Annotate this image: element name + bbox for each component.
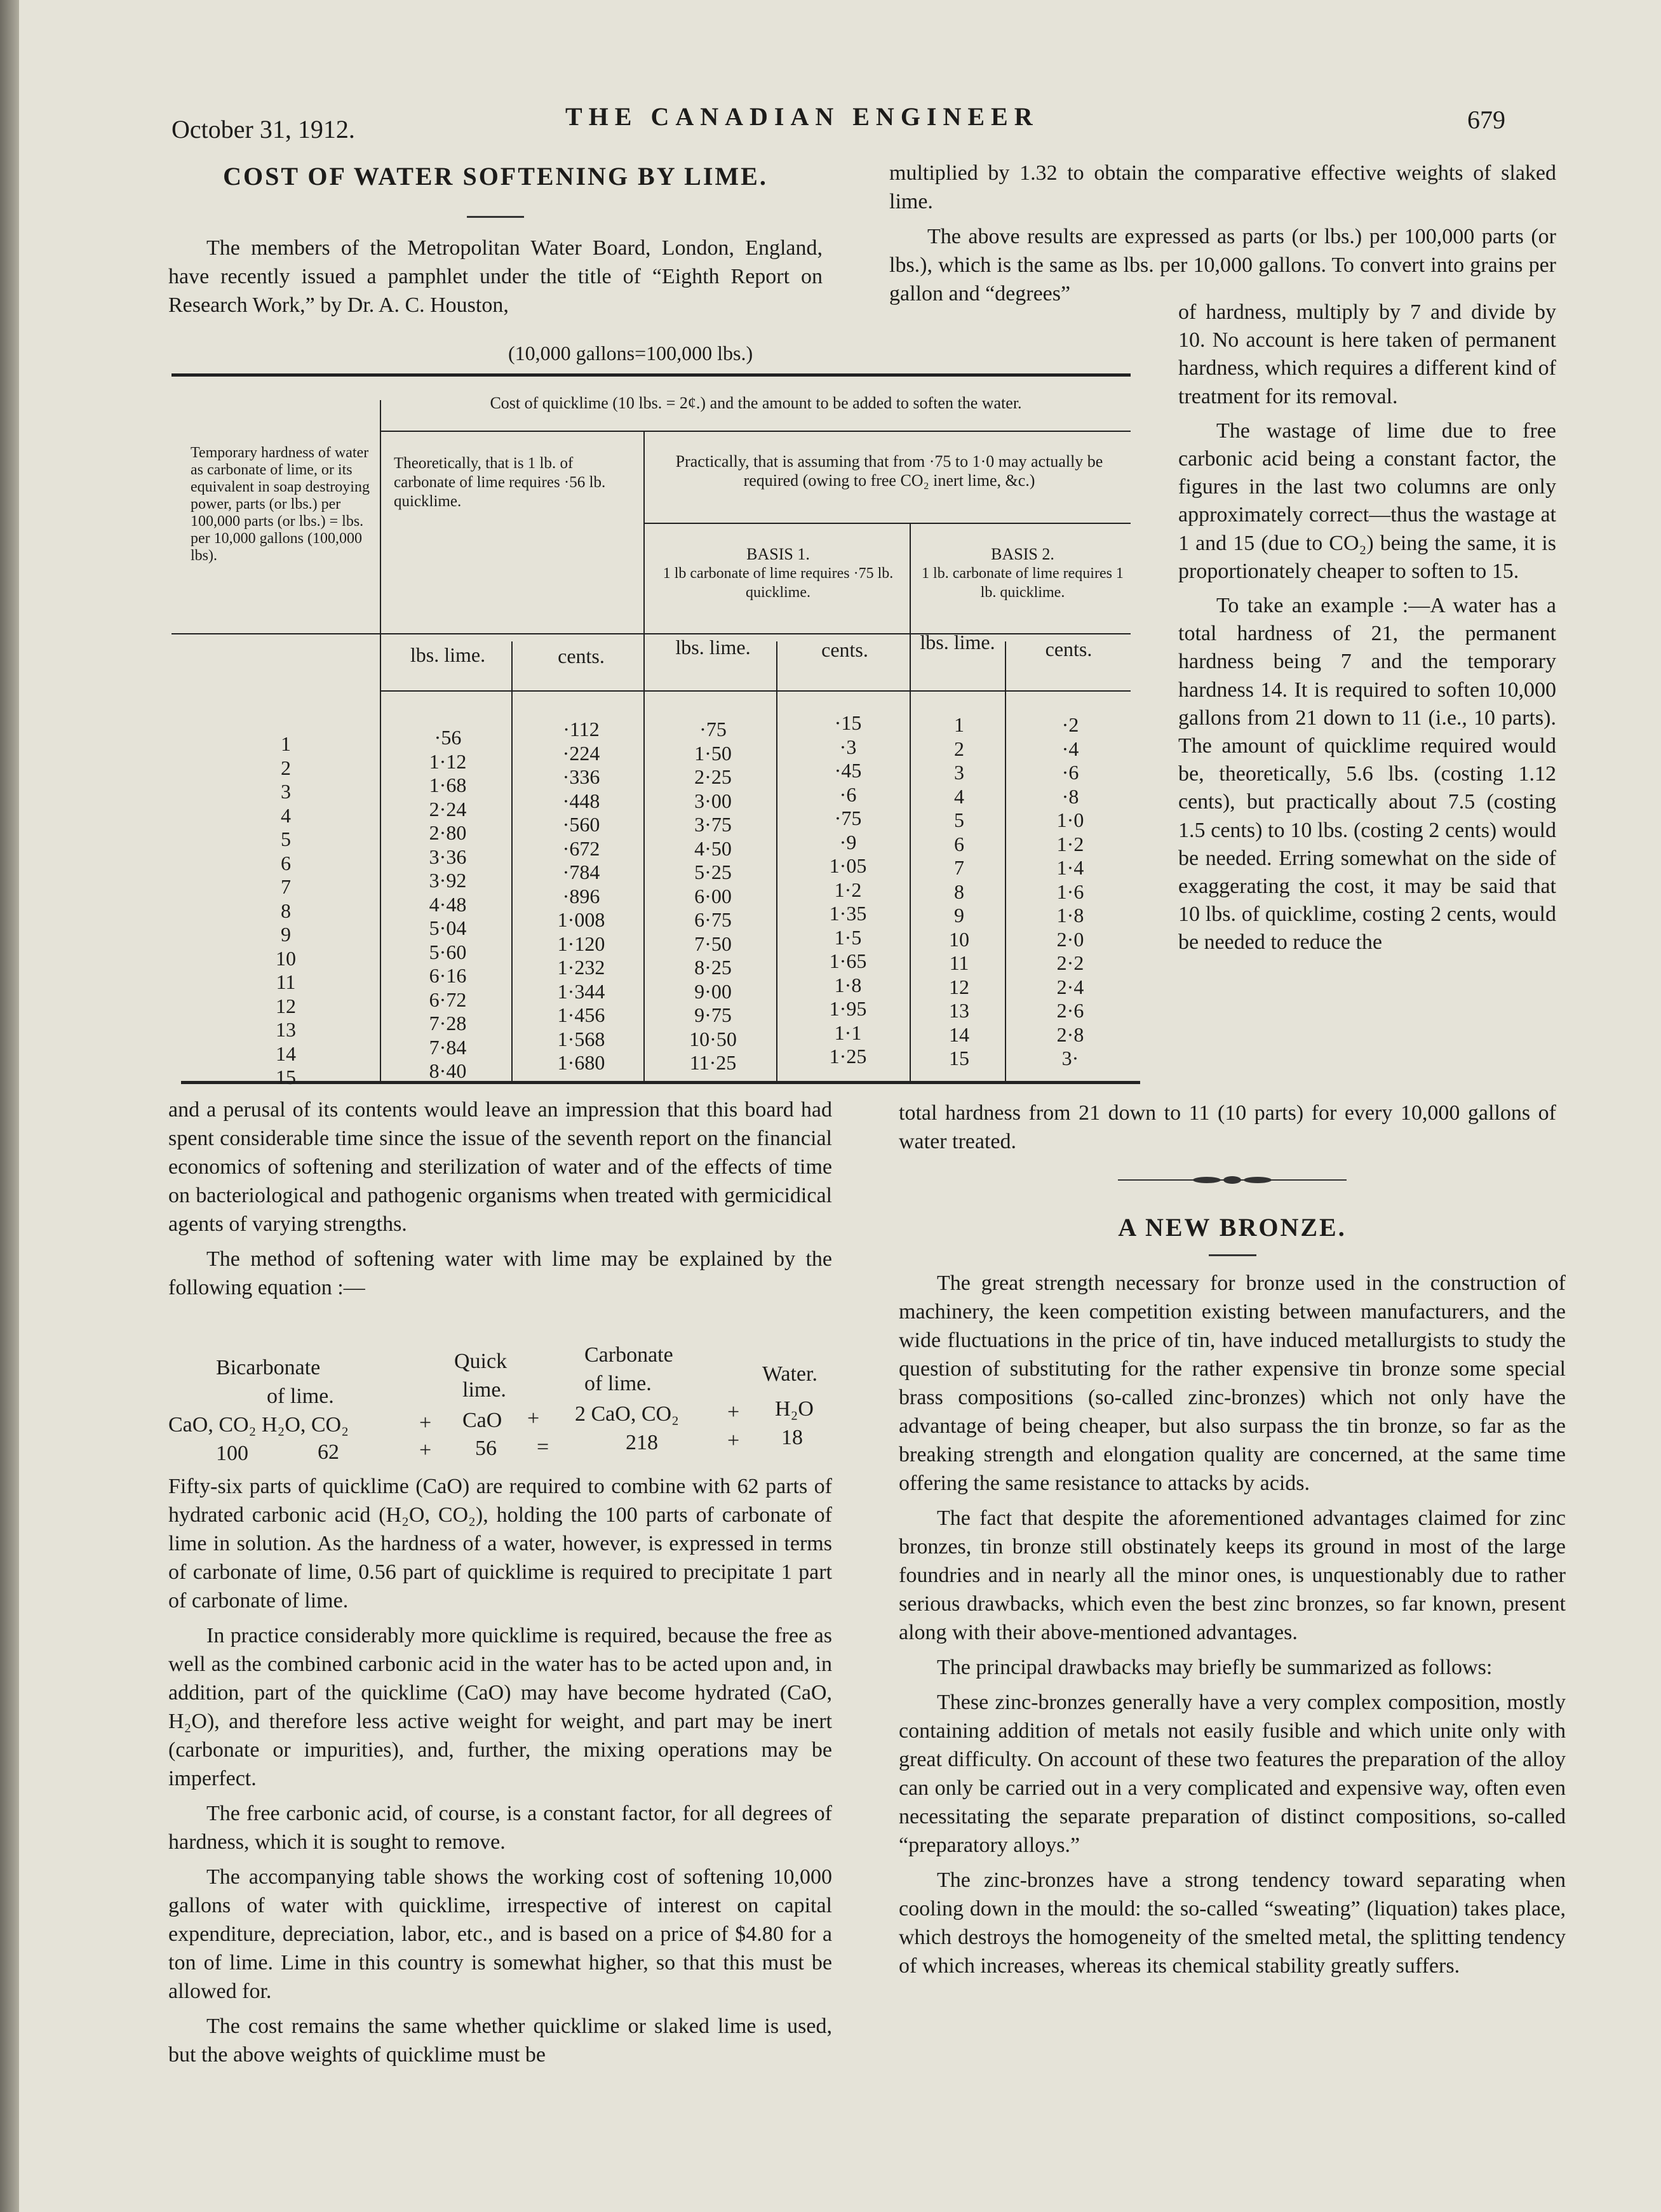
basis2-lbs-value: 10	[949, 927, 969, 951]
eq-head-carbonate-b: of lime.	[584, 1372, 652, 1395]
eq-term-bicarbonate: CaO, CO₂ H₂O, CO₂	[168, 1413, 349, 1437]
basis1-lbs-value: 10·50	[689, 1027, 737, 1050]
table-vline-5	[910, 524, 911, 1081]
basis1-lbs-value: 3·00	[694, 789, 732, 812]
right-column-tail	[899, 1099, 1556, 1162]
left-column-lower	[168, 1472, 832, 2075]
eq-num-18: 18	[781, 1426, 803, 1449]
basis2-lbs-value: 1	[954, 713, 964, 736]
basis2-lbs-value: 7	[954, 856, 964, 879]
column-basis1-cents	[800, 711, 896, 1069]
paragraph-cost-same: The cost remains the same whether quicklime or slaked lime is used, but the above weights of quicklime must be	[168, 2014, 832, 2067]
basis1-cents-value: 1·5	[834, 925, 862, 949]
eq-term-quicklime: CaO	[462, 1409, 502, 1432]
basis2-lbs-value: 2	[954, 737, 964, 760]
basis2-cents-value: 2·8	[1056, 1022, 1084, 1046]
theory-lbs-value: 3·36	[429, 845, 467, 868]
eq-head-quick: Quick	[454, 1350, 508, 1373]
theory-cents-value: ·224	[562, 741, 600, 765]
basis2-cents-value: 1·4	[1056, 856, 1084, 879]
paragraph-method: The method of softening water with lime may be explained by the following equation :—	[168, 1247, 832, 1299]
hardness-value: 7	[281, 875, 291, 898]
page-number: 679	[1467, 105, 1505, 134]
bronze-paragraph-3: The principal drawbacks may briefly be summarized as follows:	[937, 1656, 1493, 1679]
paragraph-fifty-six: Fifty-six parts of quicklime (CaO) are required to combine with 62 parts of hydrated carbonic acid (H₂O, CO₂), holding the 100 parts of carbonate of lime in solution. As the hardness of a water, however, is expressed in terms of carbonate of lime, 0.56 part of quicklime is required to precipitate 1 part of carbonate of lime.	[168, 1475, 832, 1612]
paragraph-free-carbonic: The free carbonic acid, of course, is a constant factor, for all degrees of hardness, which it is sought to remove.	[168, 1802, 832, 1854]
basis1-cents-value: 1·65	[829, 949, 867, 972]
eq-plus-2: +	[527, 1407, 540, 1430]
table-practical-header: Practically, that is assuming that from ·75 to 1·0 may actually be required (owing to free CO₂ inert lime, &c.)	[675, 452, 1103, 490]
theory-cents-value: ·672	[562, 836, 600, 860]
paragraph-results: The above results are expressed as parts (or lbs.) per 100,000 parts (or lbs.), which is the same as lbs. per 10,000 gallons. To convert into grains per gallon and “degrees”	[889, 225, 1556, 305]
hardness-value: 12	[276, 994, 296, 1017]
eq-num-56: 56	[475, 1437, 497, 1460]
column-theory-lbs	[407, 726, 489, 1083]
column-basis2-cents	[1029, 713, 1112, 1071]
table-row-header: Temporary hardness of water as carbonate of lime, or its equivalent in soap destroying power, parts (or lbs.) per 100,000 parts (or lbs.) = lbs. per 10,000 gallons (100,000 lbs).	[191, 445, 370, 564]
intro-paragraph: The members of the Metropolitan Water Board, London, England, have recently issued a pamphlet under the title of “Eighth Report on Research Work,” by Dr. A. C. Houston,	[168, 236, 823, 317]
eq-num-100: 100	[216, 1442, 248, 1465]
theory-cents-value: 1·120	[557, 932, 605, 955]
paragraph-total-hardness: total hardness from 21 down to 11 (10 parts) for every 10,000 gallons of water treated.	[899, 1101, 1556, 1153]
table-vline-3	[643, 432, 645, 1081]
col-head-basis1-lbs: lbs. lime.	[675, 636, 751, 659]
basis1-lbs-value: 3·75	[694, 813, 732, 836]
theory-lbs-value: 3·92	[429, 869, 467, 892]
theory-cents-value: 1·008	[557, 908, 605, 931]
basis2-cents-value: 3·	[1061, 1047, 1079, 1069]
theory-cents-value: 1·232	[557, 956, 605, 979]
paragraph-perusal: and a perusal of its contents would leave an impression that this board had spent considerable time since the issue of the seventh report on the financial economics of softening and sterilization of water and of the effects of time on bacteriological and pathogenic organisms when treated with germicidical agents of varying strengths.	[168, 1098, 832, 1236]
table-basis2-label: BASIS 2.	[991, 545, 1054, 563]
basis2-lbs-value: 14	[949, 1022, 969, 1046]
basis1-lbs-value: 6·00	[694, 884, 732, 908]
table-rule-colhead	[381, 690, 1131, 692]
col-head-theory-cents: cents.	[558, 645, 605, 667]
table-top-rule	[171, 373, 1131, 377]
basis2-cents-value: 2·6	[1056, 999, 1084, 1022]
table-basis1-text: 1 lb carbonate of lime requires ·75 lb. quicklime.	[662, 565, 894, 601]
paragraph-multiplied: multiplied by 1.32 to obtain the comparative effective weights of slaked lime.	[889, 161, 1556, 213]
basis1-cents-value: 1·25	[829, 1045, 867, 1068]
basis2-cents-value: ·4	[1061, 737, 1079, 760]
theory-cents-value: 1·456	[557, 1003, 605, 1026]
hardness-value: 9	[281, 923, 291, 946]
hardness-value: 10	[276, 946, 296, 970]
hardness-value: 5	[281, 828, 291, 850]
theory-lbs-value: 6·16	[429, 964, 467, 987]
eq-num-218: 218	[626, 1431, 658, 1454]
article-cost-header	[168, 162, 823, 326]
theory-lbs-value: 8·40	[429, 1059, 467, 1082]
right-column-top	[889, 159, 1556, 314]
eq-head-bicarbonate: Bicarbonate	[216, 1356, 321, 1379]
theory-cents-value: 1·344	[557, 979, 605, 1003]
basis2-cents-value: 1·8	[1056, 904, 1084, 927]
table-vline-6	[1005, 641, 1006, 1081]
basis1-cents-value: ·45	[834, 759, 862, 782]
eq-num-62: 62	[318, 1440, 339, 1464]
hardness-value: 3	[281, 780, 291, 803]
hardness-value: 1	[281, 732, 291, 755]
table-basis1-label: BASIS 1.	[746, 545, 810, 563]
basis1-lbs-value: 6·75	[694, 908, 732, 931]
column-basis2-lbs	[927, 713, 991, 1071]
eq-term-carbonate: 2 CaO, CO₂	[575, 1402, 679, 1426]
paragraph-practice: In practice considerably more quicklime is required, because the free as well as the combined carbonic acid in the water has to be acted upon and, in addition, part of the quicklime (CaO) may have become hydrated (CaO, H₂O), and therefore less active weight for weight, and part may be inert (carbonate or impurities), and, further, the mixing operations may be imperfect.	[168, 1624, 832, 1790]
theory-lbs-value: 4·48	[429, 892, 467, 916]
column-basis1-lbs	[661, 718, 765, 1075]
basis1-lbs-value: ·75	[699, 718, 727, 741]
eq-plus-4: +	[419, 1438, 432, 1462]
column-hardness	[260, 732, 311, 1090]
bronze-paragraph-4: These zinc-bronzes generally have a very complex composition, mostly containing addition of metals not easily fusible and which unite only with great difficulty. On account of these two features the preparation of the alloy can only be carried out in a very complicated and expensive way, often even necessitating the separate preparation of distinct compositions, so-called “preparatory alloys.”	[899, 1691, 1566, 1857]
theory-lbs-value: 2·24	[429, 797, 467, 821]
basis1-lbs-value: 7·50	[694, 932, 732, 955]
theory-lbs-value: 7·28	[429, 1012, 467, 1035]
table-vline-4	[776, 641, 777, 1081]
eq-plus-3: +	[727, 1400, 740, 1424]
bronze-paragraph-5: The zinc-bronzes have a strong tendency toward separating when cooling down in the mould: the so-called “sweating” (liquation) takes place, which destroys the homogeneity of the smelted metal, the splitting tendency of which increases, whereas its chemical stability greatly suffers.	[899, 1868, 1566, 1978]
basis2-lbs-value: 12	[949, 975, 969, 998]
basis1-lbs-value: 4·50	[694, 836, 732, 860]
theory-cents-value: 1·568	[557, 1027, 605, 1050]
ornament-divider	[1118, 1174, 1347, 1186]
col-head-basis2-cents: cents.	[1045, 638, 1093, 660]
table-basis2-text: 1 lb. carbonate of lime requires 1 lb. quicklime.	[922, 565, 1124, 601]
table-rule-practical	[645, 523, 1131, 524]
basis2-lbs-value: 3	[954, 761, 964, 784]
basis1-lbs-value: 5·25	[694, 861, 732, 883]
basis1-cents-value: 1·1	[834, 1021, 862, 1044]
eq-head-water: Water.	[762, 1362, 817, 1386]
basis1-lbs-value: 8·25	[694, 956, 732, 979]
basis1-cents-value: 1·8	[834, 973, 862, 996]
table-vline-1	[380, 400, 381, 1081]
basis2-cents-value: 2·4	[1056, 975, 1084, 998]
column-theory-cents	[527, 718, 635, 1075]
basis1-lbs-value: 1·50	[694, 741, 732, 765]
hardness-value: 8	[281, 899, 291, 922]
basis2-lbs-value: 6	[954, 832, 964, 855]
table-theory-header: Theoretically, that is 1 lb. of carbonate of lime requires ·56 lb. quicklime.	[394, 455, 606, 510]
bronze-paragraph-1: The great strength necessary for bronze used in the construction of machinery, the keen competition existing between manufacturers, and the wide fluctuations in the price of tin, have induced metallurgists to study the question of substituting for the rather expensive tin bronze some special brass compositions (so-called zinc-bronzes) which not only have the advantage of being cheaper, but also surpass the tin bronze, so far as the breaking strength and elongation quality are concerned, at the same time offering the same resistance to attacks by acids.	[899, 1271, 1566, 1495]
eq-plus-1: +	[419, 1411, 432, 1435]
theory-cents-value: ·784	[562, 861, 600, 883]
theory-lbs-value: 6·72	[429, 988, 467, 1011]
basis1-cents-value: ·6	[839, 782, 857, 806]
basis1-cents-value: 1·2	[834, 878, 862, 901]
basis2-lbs-value: 4	[954, 784, 964, 808]
basis1-cents-value: 1·95	[829, 997, 867, 1020]
basis2-lbs-value: 5	[954, 808, 964, 831]
theory-cents-value: ·560	[562, 813, 600, 836]
eq-head-quick-b: lime.	[462, 1378, 506, 1402]
eq-term-water: H₂O	[775, 1397, 814, 1421]
paragraph-hardness: of hardness, multiply by 7 and divide by 10. No account is here taken of permanent hardness, which requires a different kind of treatment for its removal.	[1178, 300, 1556, 408]
issue-date: October 31, 1912.	[171, 115, 355, 144]
basis1-cents-value: ·75	[834, 807, 862, 829]
basis2-cents-value: 1·0	[1056, 808, 1084, 831]
basis2-cents-value: ·8	[1061, 784, 1079, 808]
basis2-cents-value: 1·2	[1056, 832, 1084, 855]
basis1-lbs-value: 2·25	[694, 765, 732, 788]
basis1-cents-value: ·9	[839, 830, 857, 854]
article-title: COST OF WATER SOFTENING BY LIME.	[223, 162, 768, 191]
basis2-cents-value: 1·6	[1056, 880, 1084, 903]
eq-head-carbonate: Carbonate	[584, 1343, 673, 1367]
theory-cents-value: ·448	[562, 789, 600, 812]
basis2-lbs-value: 11	[949, 951, 969, 974]
page-gutter-shadow	[0, 0, 19, 2212]
paragraph-wastage: The wastage of lime due to free carbonic acid being a constant factor, the figures in the last two columns are only approximately correct—thus the wastage at 1 and 15 (due to CO₂) being the same, it is proportionately cheaper to soften to 15.	[1178, 419, 1556, 583]
basis1-cents-value: 1·35	[829, 902, 867, 925]
article2-title: A NEW BRONZE.	[1118, 1213, 1347, 1242]
basis2-cents-value: ·2	[1061, 713, 1079, 736]
col-head-theory-lbs: lbs. lime.	[410, 643, 486, 666]
basis2-lbs-value: 13	[949, 999, 969, 1022]
basis1-cents-value: ·3	[839, 735, 857, 758]
article2-title-rule	[1209, 1254, 1256, 1256]
theory-cents-value: 1·680	[557, 1051, 605, 1074]
basis2-lbs-value: 8	[954, 880, 964, 903]
table-vline-2	[511, 641, 513, 1081]
basis2-lbs-value: 9	[954, 904, 964, 927]
eq-head-bicarbonate-b: of lime.	[267, 1384, 334, 1408]
theory-lbs-value: 1·12	[429, 749, 467, 773]
paragraph-accompanying-table: The accompanying table shows the working cost of softening 10,000 gallons of water with quicklime, irrespective of interest on capital expenditure, depreciation, labor, etc., and is based on a price of $4.80 for a ton of lime. Lime in this country is somewhat higher, so that this must be allowed for.	[168, 1865, 832, 2003]
theory-cents-value: ·896	[562, 884, 600, 908]
basis2-cents-value: 2·0	[1056, 927, 1084, 951]
col-head-basis1-cents: cents.	[821, 638, 868, 661]
table-caption: (10,000 gallons=100,000 lbs.)	[508, 342, 753, 365]
basis1-cents-value: 1·05	[829, 854, 867, 877]
table-rule-cost	[381, 431, 1131, 432]
bronze-paragraph-2: The fact that despite the aforementioned advantages claimed for zinc bronzes, tin bronze still obstinately keeps its ground in most of the large foundries and in nearly all the minor ones, is unquestionably due to rather serious drawbacks, which even the best zinc bronzes, so far known, present along with their above-mentioned advantages.	[899, 1506, 1566, 1644]
theory-cents-value: ·112	[563, 718, 600, 741]
basis1-cents-value: ·15	[834, 711, 862, 734]
table-bottom-rule	[181, 1081, 1140, 1084]
basis2-lbs-value: 15	[949, 1047, 969, 1069]
eq-plus-5: +	[727, 1429, 740, 1452]
left-column-continuation	[168, 1096, 832, 1308]
theory-lbs-value: 7·84	[429, 1035, 467, 1059]
theory-cents-value: ·336	[562, 765, 600, 788]
basis1-lbs-value: 9·75	[694, 1003, 732, 1026]
basis2-cents-value: ·6	[1061, 761, 1079, 784]
theory-lbs-value: ·56	[434, 726, 462, 749]
hardness-value: 2	[281, 756, 291, 779]
col-head-basis2-lbs: lbs. lime.	[920, 631, 995, 654]
table-cost-header: Cost of quicklime (10 lbs. = 2¢.) and the amount to be added to soften the water.	[490, 394, 1022, 412]
hardness-value: 11	[276, 970, 296, 993]
basis2-cents-value: 2·2	[1056, 951, 1084, 974]
right-column-narrow	[1178, 298, 1556, 963]
title-rule	[467, 216, 524, 218]
paragraph-example: To take an example :—A water has a total hardness of 21, the permanent hardness being 7 and the temporary hardness 14. It is required to soften 10,000 gallons from 21 down to 11 (i.e., 10 parts). The amount of quicklime required would be, theoretically, 5.6 lbs. (costing 1.12 cents), but practically about 7.5 (costing 1.5 cents) to 10 lbs. (costing 2 cents) would be needed. Erring somewhat on the side of exaggerating the cost, it may be said that 10 lbs. of quicklime, costing 2 cents, would be needed to reduce the	[1178, 594, 1556, 955]
hardness-value: 13	[276, 1018, 296, 1041]
hardness-value: 15	[276, 1066, 296, 1089]
hardness-value: 6	[281, 851, 291, 875]
journal-title: THE CANADIAN ENGINEER	[565, 102, 1039, 131]
theory-lbs-value: 5·04	[429, 916, 467, 939]
basis1-lbs-value: 11·25	[689, 1051, 737, 1074]
hardness-value: 4	[281, 803, 291, 827]
theory-lbs-value: 5·60	[429, 940, 467, 963]
article-new-bronze	[899, 1213, 1566, 1987]
eq-equals: =	[537, 1435, 549, 1459]
theory-lbs-value: 1·68	[429, 774, 467, 796]
basis1-lbs-value: 9·00	[694, 979, 732, 1003]
hardness-value: 14	[276, 1042, 296, 1065]
theory-lbs-value: 2·80	[429, 821, 467, 844]
